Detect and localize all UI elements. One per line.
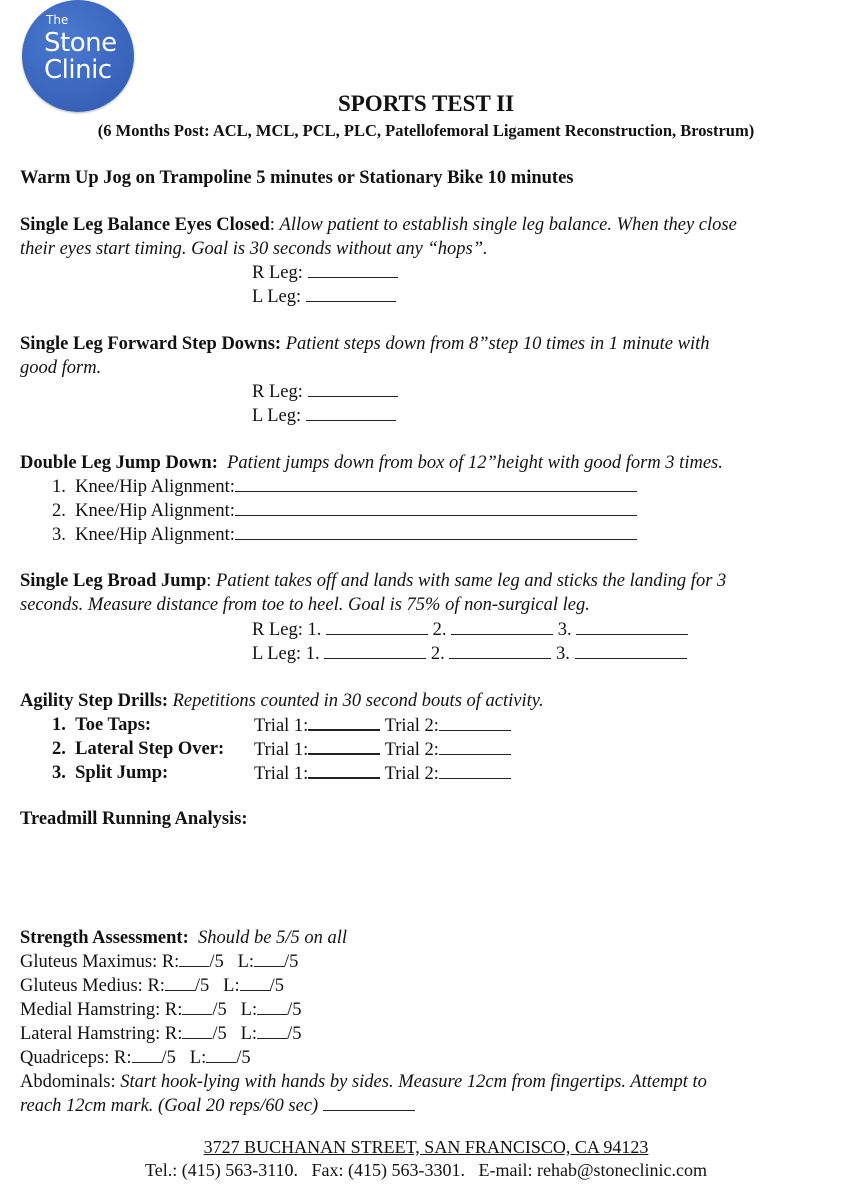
stepdowns-r-leg-field[interactable] [308,380,398,397]
jumpdown-line1: Double Leg Jump Down: Patient jumps down from box of 12”height with good form 3 times. [20,453,723,473]
medial-hamstring-l-field[interactable] [257,998,287,1015]
balance-r-leg: R Leg: [252,261,398,285]
abdominals-line1: Abdominals: Start hook-lying with hands by sides. Measure 12cm from fingertips. Attempt to [20,1072,707,1092]
balance-l-leg: L Leg: [252,285,396,309]
page-subtitle: (6 Months Post: ACL, MCL, PCL, PLC, Patellofemoral Ligament Reconstruction, Brostrum) [97,121,755,140]
lateral-step-trial-2-field[interactable] [439,738,511,755]
strength-row-lateral-hamstring: Lateral Hamstring: R: /5 L: /5 [20,1024,302,1044]
jumpdown-item-2: 2. Knee/Hip Alignment: [52,499,637,523]
split-jump-trial-2-field[interactable] [439,762,511,779]
broadjump-r-field-1[interactable] [326,618,428,635]
broadjump-r-leg: R Leg: 1. 2. 3. [252,618,688,642]
broadjump-l-field-3[interactable] [575,642,687,659]
warmup-instruction: Warm Up Jog on Trampoline 5 minutes or Stationary Bike 10 minutes [20,168,574,188]
strength-row-quadriceps: Quadriceps: R: /5 L: /5 [20,1048,251,1068]
quadriceps-r-field[interactable] [132,1046,162,1063]
broadjump-heading: Single Leg Broad Jump [20,571,207,591]
logo-text-stone: Stone [44,28,117,58]
broadjump-r-field-2[interactable] [451,618,553,635]
stepdowns-l-leg-field[interactable] [306,404,396,421]
stepdowns-heading: Single Leg Forward Step Downs: [20,334,282,354]
abdominals-field[interactable] [323,1094,415,1111]
stepdowns-r-leg: R Leg: [252,380,398,404]
strength-heading: Strength Assessment: [20,928,189,948]
split-jump-trial-1-field[interactable] [308,761,380,779]
jumpdown-heading: Double Leg Jump Down: [20,453,218,473]
agility-item-1: 1. Toe Taps: [52,715,152,735]
broadjump-r-field-3[interactable] [576,618,688,635]
logo-text-the: The [46,13,69,27]
balance-l-leg-field[interactable] [306,285,396,302]
agility-item-2-trials: Trial 1: Trial 2: [254,737,511,762]
jumpdown-item-3: 3. Knee/Hip Alignment: [52,523,637,547]
balance-heading: Single Leg Balance Eyes Closed [20,215,270,235]
jumpdown-item-1: 1. Knee/Hip Alignment: [52,475,637,499]
stepdowns-line2: good form. [20,358,102,378]
quadriceps-l-field[interactable] [206,1046,236,1063]
abdominals-line2: reach 12cm mark. (Goal 20 reps/60 sec) [20,1094,415,1118]
jumpdown-item-1-field[interactable] [235,475,637,492]
gluteus-maximus-l-field[interactable] [254,950,284,967]
jumpdown-item-2-field[interactable] [235,499,637,516]
strength-row-gluteus-maximus: Gluteus Maximus: R: /5 L: /5 [20,952,299,972]
lateral-hamstring-l-field[interactable] [257,1022,287,1039]
toe-taps-trial-2-field[interactable] [439,714,511,731]
toe-taps-trial-1-field[interactable] [308,713,380,731]
gluteus-medius-l-field[interactable] [240,974,270,991]
broadjump-l-field-1[interactable] [324,642,426,659]
agility-item-2: 2. Lateral Step Over: [52,739,225,759]
broadjump-l-leg: L Leg: 1. 2. 3. [252,642,687,666]
agility-line1: Agility Step Drills: Repetitions counted in 30 second bouts of activity. [20,691,544,711]
lateral-step-trial-1-field[interactable] [308,737,380,755]
lateral-hamstring-r-field[interactable] [182,1022,212,1039]
broadjump-l-field-2[interactable] [449,642,551,659]
agility-item-3-trials: Trial 1: Trial 2: [254,761,511,786]
logo-text-clinic: Clinic [44,55,112,85]
agility-item-3: 3. Split Jump: [52,763,169,783]
medial-hamstring-r-field[interactable] [182,998,212,1015]
agility-heading: Agility Step Drills: [20,691,168,711]
strength-row-medial-hamstring: Medial Hamstring: R: /5 L: /5 [20,1000,302,1020]
strength-row-gluteus-medius: Gluteus Medius: R: /5 L: /5 [20,976,285,996]
treadmill-heading: Treadmill Running Analysis: [20,809,248,829]
gluteus-maximus-r-field[interactable] [179,950,209,967]
jumpdown-item-3-field[interactable] [235,523,637,540]
agility-item-1-trials: Trial 1: Trial 2: [254,713,511,738]
balance-section-line1: Single Leg Balance Eyes Closed: Allow patient to establish single leg balance. When they close [20,215,737,235]
broadjump-line2: seconds. Measure distance from toe to heel. Goal is 75% of non-surgical leg. [20,595,590,615]
gluteus-medius-r-field[interactable] [165,974,195,991]
balance-r-leg-field[interactable] [308,261,398,278]
footer-address: 3727 BUCHANAN STREET, SAN FRANCISCO, CA 94123 [203,1137,649,1157]
balance-section-line2: their eyes start timing. Goal is 30 seconds without any “hops”. [20,239,488,259]
stepdowns-line1: Single Leg Forward Step Downs: Patient steps down from 8”step 10 times in 1 minute with [20,334,710,354]
strength-line1: Strength Assessment: Should be 5/5 on all [20,928,348,948]
page-title: SPORTS TEST II [337,91,515,116]
stepdowns-l-leg: L Leg: [252,404,396,428]
footer-contact: Tel.: (415) 563-3110. Fax: (415) 563-3301. E-mail: rehab@stoneclinic.com [144,1160,708,1180]
broadjump-line1: Single Leg Broad Jump: Patient takes off and lands with same leg and sticks the landing for 3 [20,571,727,591]
